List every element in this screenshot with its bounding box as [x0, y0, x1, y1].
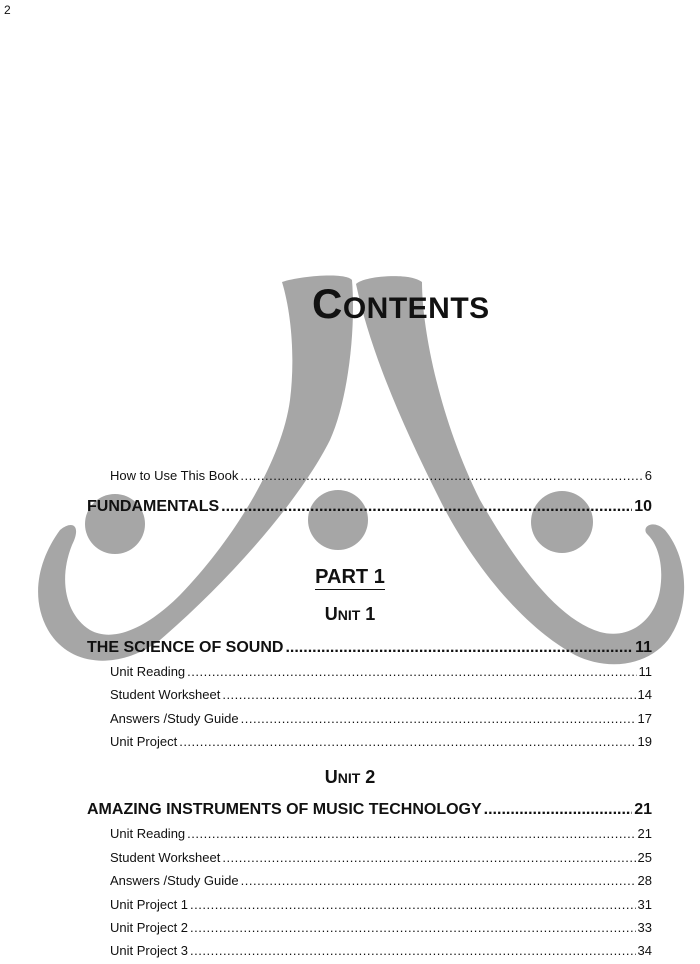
toc-entry[interactable] [110, 873, 652, 888]
toc-entry-label: Unit Project 2 [110, 920, 189, 935]
toc-entry-unit-1-title[interactable] [87, 639, 652, 657]
toc-entry-label: Unit Project [110, 734, 178, 749]
dot-leader [222, 850, 635, 865]
toc-entry-page: 25 [637, 850, 652, 865]
part-heading: PART 1 [315, 566, 385, 588]
dot-leader [190, 943, 635, 958]
toc-entry-page: 33 [637, 920, 652, 935]
page-number: 2 [4, 3, 11, 17]
toc-entry-label: Answers /Study Guide [110, 873, 239, 888]
toc-entry-page: 21 [637, 826, 652, 841]
toc-entry-page: 10 [634, 498, 652, 515]
toc-entry[interactable] [110, 734, 652, 749]
dot-leader [285, 639, 633, 657]
title-rest: ONTENTS [342, 292, 490, 325]
toc-entry-label: Answers /Study Guide [110, 711, 239, 726]
title-initial: C [312, 280, 343, 327]
toc-entry[interactable] [110, 826, 652, 841]
toc-entry-page: 28 [637, 873, 652, 888]
unit-1-heading: UNIT 1 [324, 604, 376, 624]
page-title [312, 280, 490, 328]
dot-leader [190, 897, 635, 912]
dot-leader [484, 801, 633, 819]
dot-leader [241, 873, 636, 888]
toc-entry[interactable] [110, 850, 652, 865]
toc-entry[interactable] [110, 664, 652, 679]
toc-entry[interactable] [110, 711, 652, 726]
dot-leader [240, 468, 642, 483]
dot-leader [222, 687, 635, 702]
toc-entry[interactable] [110, 897, 652, 912]
toc-entry-page: 31 [637, 897, 652, 912]
toc-entry-label: How to Use This Book [110, 468, 239, 483]
dot-leader [187, 826, 635, 841]
toc-entry-label: THE SCIENCE OF SOUND [87, 639, 284, 656]
toc-entry-label: Unit Project 3 [110, 943, 189, 958]
toc-entry-label: FUNDAMENTALS [87, 498, 220, 515]
toc-entry-label: Unit Reading [110, 664, 186, 679]
toc-entry-page: 17 [637, 711, 652, 726]
toc-entry-label: Unit Project 1 [110, 897, 189, 912]
toc-entry-label: Student Worksheet [110, 687, 221, 702]
toc-entry-unit-2-title[interactable] [87, 801, 652, 819]
toc-entry-page: 11 [635, 639, 652, 656]
toc-entry[interactable] [110, 920, 652, 935]
dot-leader [190, 920, 635, 935]
toc-entry-page: 11 [638, 664, 652, 679]
toc-entry-label: Student Worksheet [110, 850, 221, 865]
toc-entry-page: 14 [637, 687, 652, 702]
dot-leader [241, 711, 636, 726]
toc-entry-page: 21 [634, 801, 652, 818]
toc-entry-page: 34 [637, 943, 652, 958]
toc-entry-fundamentals[interactable] [87, 498, 652, 516]
unit-2-heading: UNIT 2 [324, 767, 376, 787]
toc-entry-label: AMAZING INSTRUMENTS OF MUSIC TECHNOLOGY [87, 801, 482, 818]
toc-entry-label: Unit Reading [110, 826, 186, 841]
dot-leader [179, 734, 635, 749]
toc-entry-page: 19 [637, 734, 652, 749]
toc-entry[interactable] [110, 943, 652, 958]
dot-leader [221, 498, 632, 516]
toc-entry-page: 6 [644, 468, 652, 483]
dot-leader [187, 664, 636, 679]
toc-entry[interactable] [110, 687, 652, 702]
toc-entry-intro[interactable] [110, 468, 652, 483]
